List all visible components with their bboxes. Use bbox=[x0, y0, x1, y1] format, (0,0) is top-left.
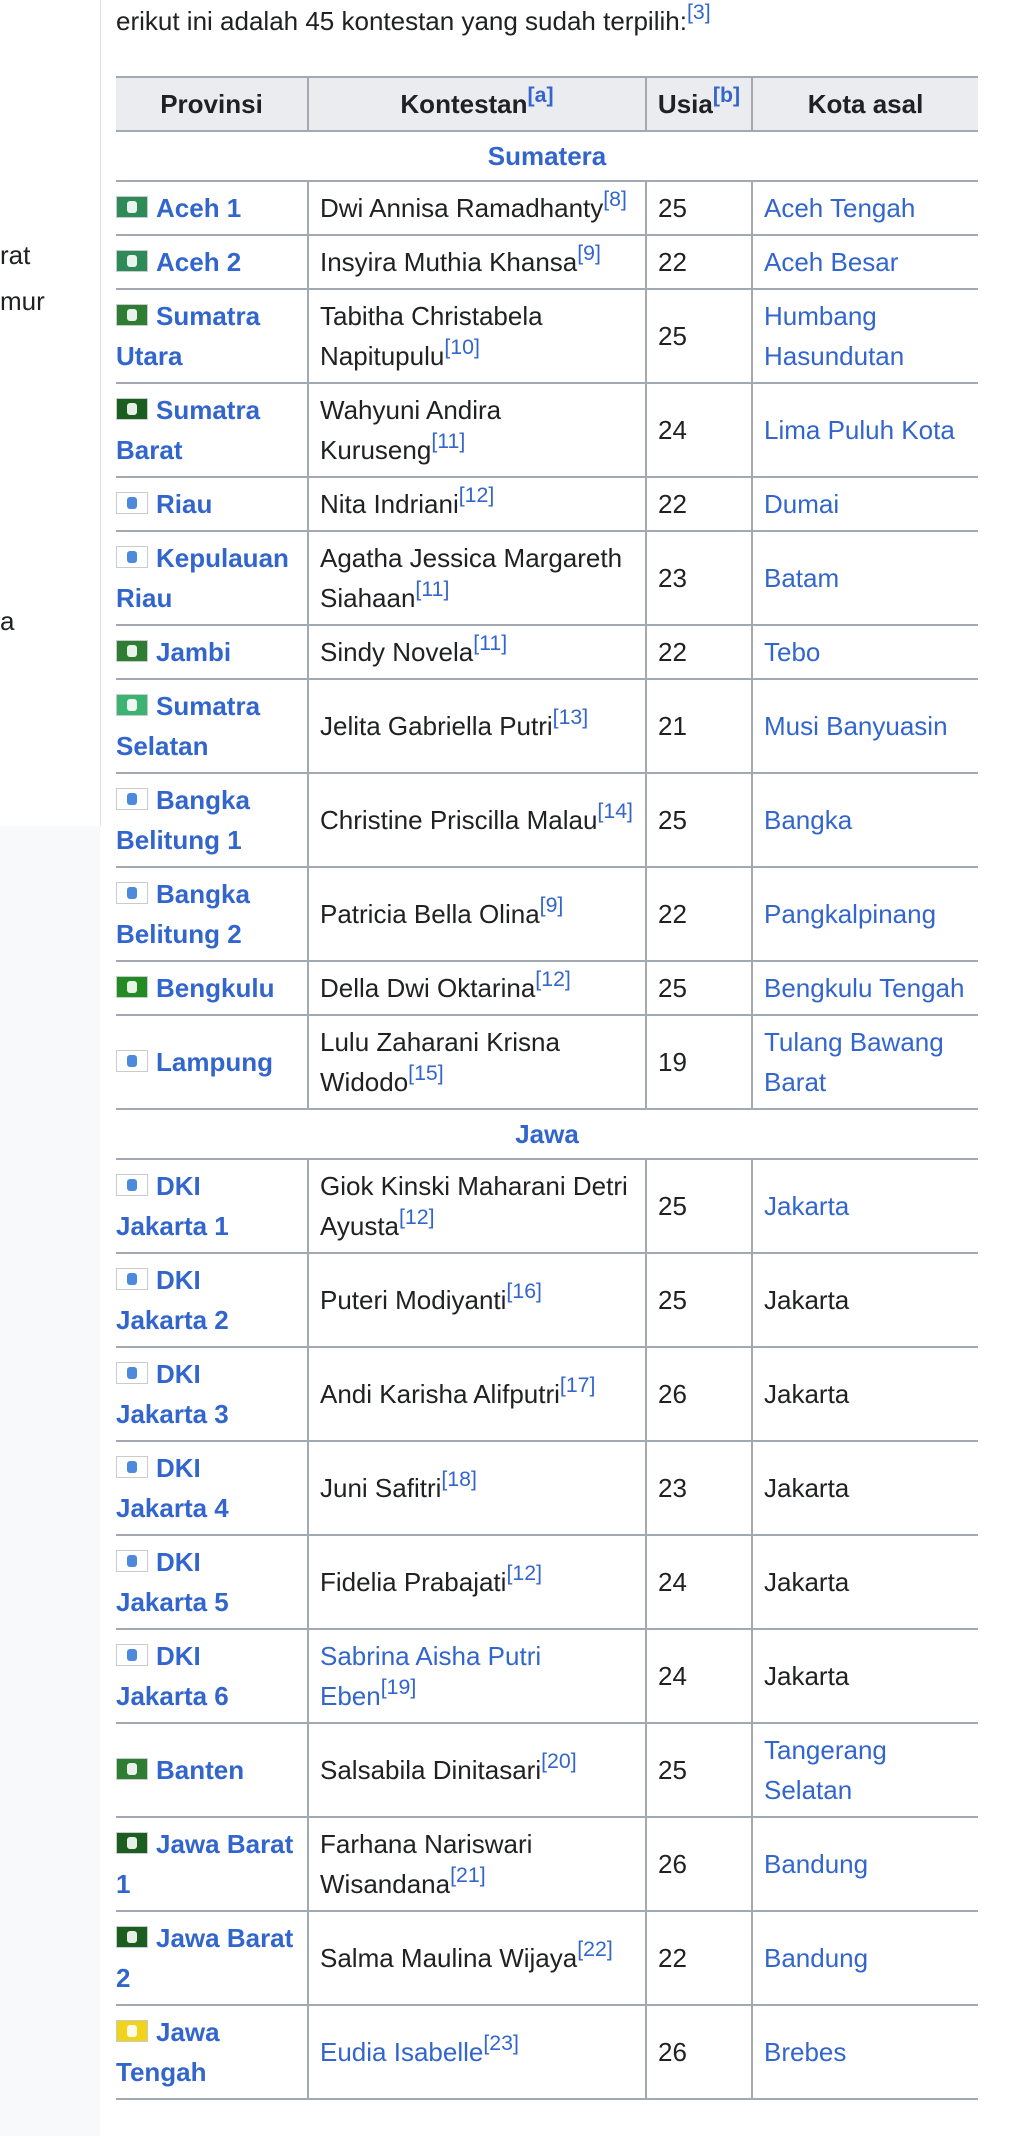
province-flag-icon bbox=[116, 694, 148, 716]
province-flag-icon bbox=[116, 546, 148, 568]
citation-link[interactable]: [17] bbox=[559, 1373, 596, 1398]
citation-link[interactable]: [12] bbox=[535, 967, 571, 992]
city-link[interactable]: Bangka bbox=[764, 805, 853, 835]
citation-link[interactable]: [11] bbox=[431, 429, 466, 454]
city-link[interactable]: Bengkulu Tengah bbox=[764, 973, 965, 1003]
cell-provinsi bbox=[116, 1535, 308, 1629]
cell-provinsi bbox=[116, 961, 308, 1015]
contestant-name: Juni Safitri bbox=[320, 1473, 442, 1503]
table-row bbox=[116, 477, 978, 531]
province-flag-icon bbox=[116, 882, 148, 904]
table-row bbox=[116, 1817, 978, 1911]
city-link[interactable]: Brebes bbox=[764, 2037, 847, 2067]
region-heading: Sumatera bbox=[116, 131, 978, 181]
province-link[interactable]: DKI Jakarta 5 bbox=[116, 1547, 229, 1617]
citation-link[interactable]: [11] bbox=[473, 631, 508, 656]
citation-link[interactable]: [9] bbox=[539, 893, 564, 918]
province-link[interactable]: Banten bbox=[156, 1755, 245, 1785]
city-link[interactable]: Pangkalpinang bbox=[764, 899, 937, 929]
cell-kontestan bbox=[308, 531, 646, 625]
note-link[interactable]: [b] bbox=[712, 83, 741, 108]
province-flag-icon bbox=[116, 196, 148, 218]
province-link[interactable]: Jawa Tengah bbox=[116, 2017, 220, 2087]
city-name: Jakarta bbox=[764, 1473, 850, 1503]
citation-link[interactable]: [20] bbox=[541, 1749, 577, 1774]
table-row bbox=[116, 1911, 978, 2005]
province-link[interactable]: Sumatra Barat bbox=[116, 395, 261, 465]
city-link[interactable]: Bandung bbox=[764, 1943, 869, 1973]
province-link[interactable]: Sumatra Selatan bbox=[116, 691, 261, 761]
province-flag-icon bbox=[116, 1174, 148, 1196]
citation-link[interactable]: [19] bbox=[380, 1675, 417, 1700]
table-row bbox=[116, 773, 978, 867]
cell-kota-asal bbox=[752, 773, 978, 867]
contestant-name: Fidelia Prabajati bbox=[320, 1567, 507, 1597]
contestants-table bbox=[116, 76, 978, 2100]
province-flag-icon bbox=[116, 250, 148, 272]
citation-link[interactable]: [23] bbox=[483, 2031, 519, 2056]
citation-link[interactable]: [9] bbox=[577, 241, 601, 266]
sidebar-fragment: rat bbox=[0, 240, 31, 270]
cell-kota-asal bbox=[752, 961, 978, 1015]
table-row bbox=[116, 1015, 978, 1109]
province-link[interactable]: DKI Jakarta 6 bbox=[116, 1641, 229, 1711]
contestant-name: Andi Karisha Alifputri bbox=[320, 1379, 560, 1409]
city-name: Jakarta bbox=[764, 1285, 850, 1315]
cell-kota-asal bbox=[752, 1347, 978, 1441]
cell-usia: 22 bbox=[646, 1911, 752, 2005]
cell-provinsi bbox=[116, 867, 308, 961]
city-link[interactable]: Tangerang Selatan bbox=[764, 1735, 887, 1805]
contestant-name: Della Dwi Oktarina bbox=[320, 973, 536, 1003]
cell-kontestan bbox=[308, 235, 646, 289]
cell-kontestan bbox=[308, 1535, 646, 1629]
province-link[interactable]: DKI Jakarta 4 bbox=[116, 1453, 229, 1523]
province-link[interactable]: Bangka Belitung 1 bbox=[116, 785, 250, 855]
cell-provinsi bbox=[116, 625, 308, 679]
cell-kontestan bbox=[308, 1817, 646, 1911]
city-link[interactable]: Lima Puluh Kota bbox=[764, 415, 955, 445]
intro-sentence: erikut ini adalah 45 kontestan yang sudah terpilih: bbox=[116, 6, 687, 36]
cell-usia: 26 bbox=[646, 1817, 752, 1911]
table-row bbox=[116, 679, 978, 773]
cell-usia: 26 bbox=[646, 1347, 752, 1441]
cell-kota-asal bbox=[752, 383, 978, 477]
cell-kontestan bbox=[308, 1253, 646, 1347]
table-row bbox=[116, 1253, 978, 1347]
table-row bbox=[116, 625, 978, 679]
cell-provinsi bbox=[116, 1723, 308, 1817]
province-flag-icon bbox=[116, 1268, 148, 1290]
contestant-name: Salsabila Dinitasari bbox=[320, 1755, 542, 1785]
cell-kontestan bbox=[308, 867, 646, 961]
city-link[interactable]: Dumai bbox=[764, 489, 840, 519]
cell-provinsi bbox=[116, 2005, 308, 2099]
province-link[interactable]: Jawa Barat 1 bbox=[116, 1829, 294, 1899]
cell-usia: 25 bbox=[646, 961, 752, 1015]
province-link[interactable]: Sumatra Utara bbox=[116, 301, 261, 371]
citation-link[interactable]: [14] bbox=[597, 799, 633, 824]
province-link[interactable]: Aceh 1 bbox=[156, 193, 242, 223]
cell-usia: 25 bbox=[646, 1723, 752, 1817]
city-link[interactable]: Bandung bbox=[764, 1849, 869, 1879]
city-link[interactable]: Musi Banyuasin bbox=[764, 711, 948, 741]
province-link[interactable]: Jawa Barat 2 bbox=[116, 1923, 294, 1993]
contestant-name: Tabitha Christabela Napitupulu bbox=[320, 301, 543, 371]
cell-kota-asal bbox=[752, 1629, 978, 1723]
citation-link[interactable]: [10] bbox=[444, 335, 480, 360]
cell-provinsi bbox=[116, 235, 308, 289]
cell-provinsi bbox=[116, 531, 308, 625]
cell-usia: 25 bbox=[646, 1159, 752, 1253]
citation-link[interactable]: [8] bbox=[603, 187, 627, 212]
table-row bbox=[116, 1347, 978, 1441]
table-row bbox=[116, 1629, 978, 1723]
cell-usia: 22 bbox=[646, 867, 752, 961]
cell-kota-asal bbox=[752, 289, 978, 383]
province-flag-icon bbox=[116, 788, 148, 810]
citation-link[interactable]: [3] bbox=[686, 0, 711, 25]
cell-usia: 25 bbox=[646, 289, 752, 383]
cell-kontestan bbox=[308, 383, 646, 477]
citation-link[interactable]: [12] bbox=[399, 1205, 435, 1230]
table-row bbox=[116, 289, 978, 383]
contestant-name: Wahyuni Andira Kuruseng bbox=[320, 395, 502, 465]
province-flag-icon bbox=[116, 1050, 148, 1072]
cell-kota-asal bbox=[752, 625, 978, 679]
cell-usia: 26 bbox=[646, 2005, 752, 2099]
table-row bbox=[116, 1535, 978, 1629]
citation-link[interactable]: [21] bbox=[450, 1863, 486, 1888]
cell-kota-asal bbox=[752, 1159, 978, 1253]
cell-kontestan bbox=[308, 679, 646, 773]
contestant-name: Sindy Novela bbox=[320, 637, 474, 667]
cell-kota-asal bbox=[752, 2005, 978, 2099]
cell-usia: 22 bbox=[646, 625, 752, 679]
header-kontestan: Kontestan[a] bbox=[308, 77, 646, 131]
contestant-name: Nita Indriani bbox=[320, 489, 459, 519]
cell-provinsi bbox=[116, 679, 308, 773]
cell-kota-asal bbox=[752, 1535, 978, 1629]
contestant-name: Patricia Bella Olina bbox=[320, 899, 540, 929]
cell-kota-asal bbox=[752, 1441, 978, 1535]
citation-link[interactable]: [16] bbox=[506, 1279, 542, 1304]
city-name: Jakarta bbox=[764, 1661, 850, 1691]
province-link[interactable]: DKI Jakarta 2 bbox=[116, 1265, 229, 1335]
province-flag-icon bbox=[116, 1362, 148, 1384]
province-link[interactable]: Jambi bbox=[156, 637, 232, 667]
contestant-name: Christine Priscilla Malau bbox=[320, 805, 598, 835]
table-row bbox=[116, 383, 978, 477]
contestant-name: Agatha Jessica Margareth Siahaan bbox=[320, 543, 623, 613]
cell-kontestan bbox=[308, 1723, 646, 1817]
contestant-name: Puteri Modiyanti bbox=[320, 1285, 507, 1315]
province-flag-icon bbox=[116, 640, 148, 662]
citation-link[interactable]: [12] bbox=[458, 483, 495, 508]
province-flag-icon bbox=[116, 1926, 148, 1948]
cell-usia: 24 bbox=[646, 1535, 752, 1629]
contestant-name: Farhana Nariswari Wisandana bbox=[320, 1829, 533, 1899]
region-row bbox=[116, 131, 978, 181]
cell-provinsi bbox=[116, 383, 308, 477]
province-link[interactable]: Bengkulu bbox=[156, 973, 275, 1003]
province-flag-icon bbox=[116, 304, 148, 326]
cell-usia: 22 bbox=[646, 235, 752, 289]
cell-usia: 24 bbox=[646, 383, 752, 477]
province-link[interactable]: Riau bbox=[156, 489, 213, 519]
citation-link[interactable]: [13] bbox=[552, 705, 589, 730]
sidebar-fragment: mur bbox=[0, 286, 45, 316]
contestant-name: Giok Kinski Maharani Detri Ayusta bbox=[320, 1171, 628, 1241]
contestant-name: Jelita Gabriella Putri bbox=[320, 711, 553, 741]
province-flag-icon bbox=[116, 1832, 148, 1854]
cell-usia: 19 bbox=[646, 1015, 752, 1109]
cell-kontestan bbox=[308, 2005, 646, 2099]
province-flag-icon bbox=[116, 976, 148, 998]
province-link[interactable]: DKI Jakarta 1 bbox=[116, 1171, 229, 1241]
cell-provinsi bbox=[116, 477, 308, 531]
cell-kontestan bbox=[308, 181, 646, 235]
cell-kota-asal bbox=[752, 1817, 978, 1911]
sidebar-background bbox=[0, 826, 100, 2136]
contestant-name: Dwi Annisa Ramadhanty bbox=[320, 193, 604, 223]
cell-kota-asal bbox=[752, 235, 978, 289]
citation-link[interactable]: [15] bbox=[408, 1061, 444, 1086]
province-flag-icon bbox=[116, 1550, 148, 1572]
cell-kontestan bbox=[308, 1159, 646, 1253]
note-link[interactable]: [a] bbox=[527, 83, 554, 108]
cell-usia: 25 bbox=[646, 181, 752, 235]
province-flag-icon bbox=[116, 1758, 148, 1780]
table-row bbox=[116, 1723, 978, 1817]
citation-link[interactable]: [12] bbox=[506, 1561, 542, 1586]
cell-usia: 25 bbox=[646, 1253, 752, 1347]
province-flag-icon bbox=[116, 1456, 148, 1478]
region-row bbox=[116, 1109, 978, 1159]
city-link[interactable]: Batam bbox=[764, 563, 840, 593]
province-link[interactable]: Aceh 2 bbox=[156, 247, 242, 277]
cell-provinsi bbox=[116, 1817, 308, 1911]
cell-usia: 21 bbox=[646, 679, 752, 773]
header-provinsi: Provinsi bbox=[116, 77, 308, 131]
cell-kontestan bbox=[308, 961, 646, 1015]
city-link[interactable]: Tebo bbox=[764, 637, 821, 667]
cell-usia: 23 bbox=[646, 1441, 752, 1535]
province-link[interactable]: DKI Jakarta 3 bbox=[116, 1359, 229, 1429]
contestant-name: Lulu Zaharani Krisna Widodo bbox=[320, 1027, 560, 1097]
cell-kota-asal bbox=[752, 1911, 978, 2005]
table-row bbox=[116, 1159, 978, 1253]
cell-provinsi bbox=[116, 181, 308, 235]
province-flag-icon bbox=[116, 398, 148, 420]
sidebar-panel bbox=[0, 0, 101, 827]
sidebar-fragment: a bbox=[0, 606, 15, 636]
province-link[interactable]: Kepulauan Riau bbox=[116, 543, 289, 613]
city-link[interactable]: Aceh Besar bbox=[764, 247, 899, 277]
contestant-link[interactable]: Eudia Isabelle bbox=[320, 2037, 484, 2067]
cell-provinsi bbox=[116, 1911, 308, 2005]
cell-kontestan bbox=[308, 773, 646, 867]
cell-kota-asal bbox=[752, 867, 978, 961]
cell-kontestan bbox=[308, 1629, 646, 1723]
table-row bbox=[116, 2005, 978, 2099]
city-link[interactable]: Aceh Tengah bbox=[764, 193, 916, 223]
cell-usia: 23 bbox=[646, 531, 752, 625]
province-flag-icon bbox=[116, 492, 148, 514]
city-name: Jakarta bbox=[764, 1567, 850, 1597]
province-flag-icon bbox=[116, 1644, 148, 1666]
contestant-link[interactable]: Sabrina Aisha Putri Eben bbox=[320, 1641, 542, 1711]
table-row bbox=[116, 867, 978, 961]
province-link[interactable]: Bangka Belitung 2 bbox=[116, 879, 250, 949]
cell-provinsi bbox=[116, 1015, 308, 1109]
cell-kontestan bbox=[308, 1015, 646, 1109]
table-row bbox=[116, 1441, 978, 1535]
table-row bbox=[116, 235, 978, 289]
cell-kota-asal bbox=[752, 1253, 978, 1347]
table-row bbox=[116, 531, 978, 625]
cell-kontestan bbox=[308, 477, 646, 531]
region-heading: Jawa bbox=[116, 1109, 978, 1159]
city-link[interactable]: Tulang Bawang Barat bbox=[764, 1027, 944, 1097]
table-row bbox=[116, 181, 978, 235]
cell-kontestan bbox=[308, 289, 646, 383]
cell-kota-asal bbox=[752, 679, 978, 773]
city-name: Jakarta bbox=[764, 1379, 850, 1409]
cell-provinsi bbox=[116, 1347, 308, 1441]
cell-provinsi bbox=[116, 773, 308, 867]
contestant-name: Salma Maulina Wijaya bbox=[320, 1943, 578, 1973]
cell-kontestan bbox=[308, 1911, 646, 2005]
city-link[interactable]: Humbang Hasundutan bbox=[764, 301, 905, 371]
cell-provinsi bbox=[116, 1441, 308, 1535]
contestant-name: Insyira Muthia Khansa bbox=[320, 247, 578, 277]
cell-kontestan bbox=[308, 1347, 646, 1441]
city-link[interactable]: Jakarta bbox=[764, 1191, 850, 1221]
cell-kontestan bbox=[308, 625, 646, 679]
cell-provinsi bbox=[116, 1159, 308, 1253]
province-flag-icon bbox=[116, 2020, 148, 2042]
header-kota-asal: Kota asal bbox=[752, 77, 978, 131]
cell-usia: 22 bbox=[646, 477, 752, 531]
cell-kota-asal bbox=[752, 531, 978, 625]
table-header-row bbox=[116, 77, 978, 131]
cell-kota-asal bbox=[752, 1723, 978, 1817]
cell-kota-asal bbox=[752, 477, 978, 531]
cell-provinsi bbox=[116, 289, 308, 383]
cell-kota-asal bbox=[752, 181, 978, 235]
province-link[interactable]: Lampung bbox=[156, 1047, 273, 1077]
cell-usia: 24 bbox=[646, 1629, 752, 1723]
cell-kontestan bbox=[308, 1441, 646, 1535]
citation-link[interactable]: [22] bbox=[577, 1937, 613, 1962]
cell-usia: 25 bbox=[646, 773, 752, 867]
cell-provinsi bbox=[116, 1253, 308, 1347]
header-usia: Usia[b] bbox=[646, 77, 752, 131]
citation-link[interactable]: [11] bbox=[415, 577, 450, 602]
cell-provinsi bbox=[116, 1629, 308, 1723]
cell-kota-asal bbox=[752, 1015, 978, 1109]
intro-text bbox=[116, 0, 711, 37]
citation-link[interactable]: [18] bbox=[441, 1467, 477, 1492]
table-row bbox=[116, 961, 978, 1015]
